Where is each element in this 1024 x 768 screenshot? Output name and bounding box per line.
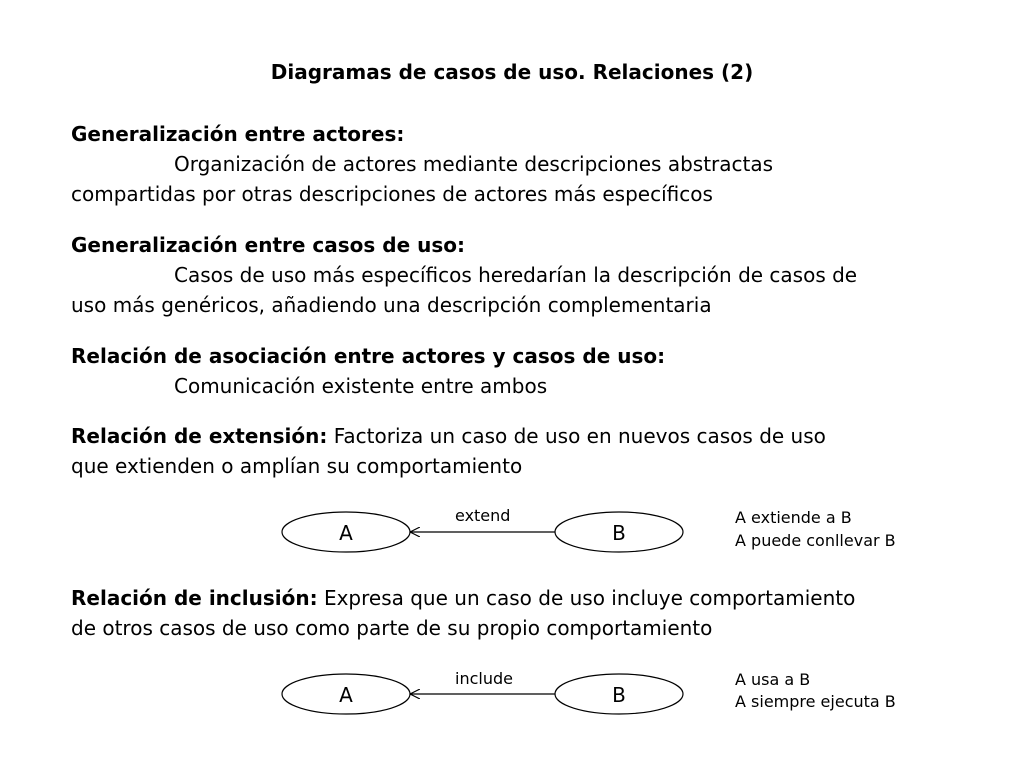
- use-case-a-label: A: [339, 521, 353, 545]
- include-diagram: [0, 665, 1024, 725]
- section-heading: Relación de inclusión:: [71, 586, 318, 610]
- include-label: include: [455, 669, 513, 688]
- include-note-1: A usa a B: [735, 670, 811, 689]
- section-generalizacion-actores: [71, 119, 971, 209]
- extend-label: extend: [455, 506, 511, 525]
- page-title: Diagramas de casos de uso. Relaciones (2): [270, 60, 754, 84]
- section-heading: Relación de extensión:: [71, 424, 328, 448]
- section-inclusion: [71, 583, 971, 643]
- use-case-b-label: B: [612, 683, 626, 707]
- section-heading: Relación de asociación entre actores y casos de uso:: [71, 344, 666, 368]
- section-text: Organización de actores mediante descripciones abstractas: [174, 152, 774, 176]
- section-heading: Generalización entre casos de uso:: [71, 233, 465, 257]
- use-case-a-label: A: [339, 683, 353, 707]
- extend-note-1: A extiende a B: [735, 508, 852, 527]
- section-text-continuation: que extienden o amplían su comportamiento: [71, 454, 523, 478]
- section-generalizacion-casos: [71, 230, 971, 320]
- section-asociacion: [71, 341, 971, 401]
- section-text: Comunicación existente entre ambos: [174, 374, 548, 398]
- include-note-2: A siempre ejecuta B: [735, 692, 896, 711]
- extend-diagram: [0, 502, 1024, 562]
- section-heading: Generalización entre actores:: [71, 122, 405, 146]
- use-case-b-label: B: [612, 521, 626, 545]
- section-inline-text: Expresa que un caso de uso incluye comportamiento: [317, 586, 856, 610]
- section-text-continuation: uso más genéricos, añadiendo una descripción complementaria: [71, 293, 712, 317]
- extend-note-2: A puede conllevar B: [735, 531, 896, 550]
- section-inline-text: Factoriza un caso de uso en nuevos casos de uso: [327, 424, 826, 448]
- section-extension: [71, 421, 971, 481]
- section-text-continuation: de otros casos de uso como parte de su propio comportamiento: [71, 616, 713, 640]
- section-text: Casos de uso más específicos heredarían la descripción de casos de: [174, 263, 858, 287]
- section-text-continuation: compartidas por otras descripciones de actores más específicos: [71, 182, 713, 206]
